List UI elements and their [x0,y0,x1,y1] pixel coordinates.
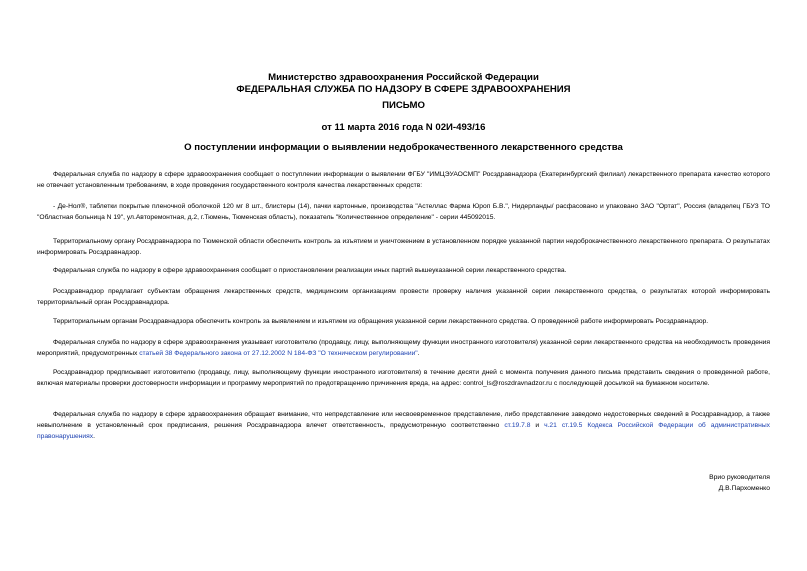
koap-article-19-7-8-link[interactable]: ст.19.7.8 [504,422,531,429]
paragraph-7 [37,337,770,359]
document-date-number: от 11 марта 2016 года N 02И-493/16 [321,122,486,133]
paragraph-5: Росздравнадзор предлагает субъектам обращения лекарственных средств, медицинским организациям провести проверку наличия указанной серии лекарственного средства, о результатах которой информировать территориальный орган Росздравнадзора. [37,288,770,306]
koap-article-19-5-link[interactable]: ч.21 ст.19.5 Кодекса Российской Федерации об административных правонарушениях [37,422,770,440]
paragraph-7-text: Федеральная служба по надзору в сфере здравоохранения указывает изготовителю (продавцу, лицу, выполняющему функции иностранного изготовителя) указанной серии лекарственного средства на необходимость проведения мероприятий, предусмотренных [37,339,770,357]
paragraph-9-mid: и [530,422,545,429]
paragraph-8: Росздравнадзор предписывает изготовителю (продавцу, лицу, выполняющему функции иностранного изготовителя) в течение десяти дней с момента получения данного письма представить сведения о проведенной работе, включая материалы проверки достоверности информации и программу мероприятий по предотвращению причинения вреда, на адрес: control_ls@roszdravnadzor.ru с последующей досылкой на бумажном носителе. [37,369,770,387]
paragraph-9 [37,409,770,442]
paragraph-2: - Де-Нол®, таблетки покрытые пленочной оболочкой 120 мг 8 шт., блистеры (14), пачки картонные, производства "Астеллас Фарма Юроп Б.В.", Нидерланды/ расфасовано и упаковано ЗАО "Ортат", Россия (владелец ГБУЗ ТО "Областная больница N 19", ул.Авторемонтная, д.2, г.Тюмень, Тюменская область), показатель "Количественное определение" - серии 445092015. [37,203,770,221]
signatory-name: Д.В.Пархоменко [718,485,770,492]
header-block [0,72,807,96]
service-name: ФЕДЕРАЛЬНАЯ СЛУЖБА ПО НАДЗОРУ В СФЕРЕ ЗДРАВООХРАНЕНИЯ [236,84,571,95]
paragraph-1: Федеральная служба по надзору в сфере здравоохранения сообщает о поступлении информации о выявлении ФГБУ "ИМЦЭУАОСМП" Росздравнадзора (Екатеринбургский филиал) лекарственного препарата качество которого не отвечает установленным требованиям, в ходе проведения государственного контроля качества лекарственных средств: [37,171,770,189]
paragraph-3: Территориальному органу Росздравнадзора по Тюменской области обеспечить контроль за изъятием и уничтожением в установленном порядке указанной партии недоброкачественного лекарственного препарата. О результатах информировать Росздравнадзор. [37,238,770,256]
paragraph-4: Федеральная служба по надзору в сфере здравоохранения сообщает о приостановлении реализации иных партий вышеуказанной серии лекарственного средства. [53,267,567,274]
paragraph-9-end: . [93,433,95,440]
signature-block [709,472,770,494]
ministry-name: Министерство здравоохранения Российской Федерации [268,72,539,83]
law-184-fz-link[interactable]: статьей 38 Федерального закона от 27.12.2002 N 184-ФЗ "О техническом регулировании" [139,350,418,357]
document-subject: О поступлении информации о выявлении недоброкачественного лекарственного средства [184,142,623,153]
paragraph-6: Территориальным органам Росздравнадзора обеспечить контроль за выявлением и изъятием из обращения указанной серии лекарственного средства. О проведенной работе информировать Росздравнадзор. [53,318,709,325]
document-type: ПИСЬМО [382,100,425,111]
signatory-position: Врио руководителя [709,474,770,481]
paragraph-9-text: Федеральная служба по надзору в сфере здравоохранения обращает внимание, что непредставление или несвоевременное представление, либо представление заведомо недостоверных сведений в Росздравнадзор, а также невыполнение в установленный срок предписания, решения Росздравнадзора влечет ответственность, предусмотренную соответственно [37,411,770,429]
paragraph-7-end: . [417,350,420,357]
